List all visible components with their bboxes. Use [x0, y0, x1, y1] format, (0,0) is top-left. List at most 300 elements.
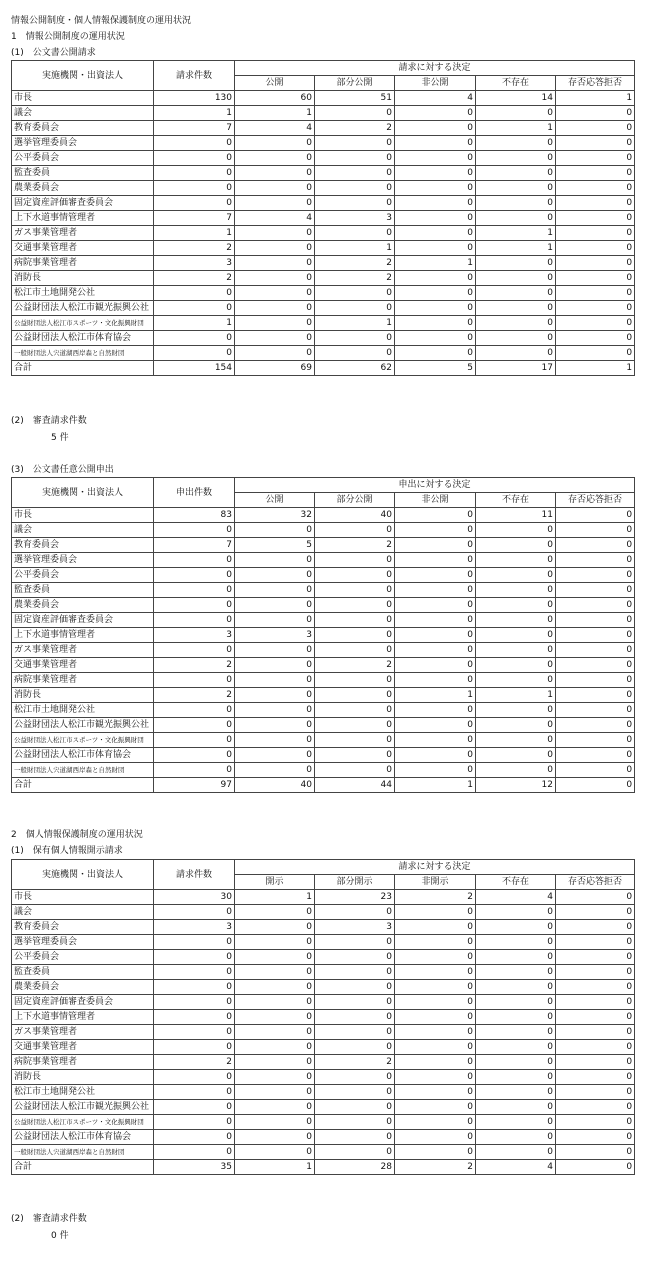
cell-value: 4	[476, 890, 556, 905]
cell-value: 0	[476, 673, 556, 688]
row-label: 合計	[12, 778, 154, 793]
cell-value: 0	[476, 136, 556, 151]
row-label: 農業委員会	[12, 181, 154, 196]
cell-value: 0	[235, 1085, 315, 1100]
cell-value: 0	[395, 583, 476, 598]
cell-value: 0	[556, 763, 635, 778]
header-col: 開示	[235, 875, 315, 890]
cell-value: 0	[556, 583, 635, 598]
header-decision-group: 請求に対する決定	[235, 61, 635, 76]
table-row	[12, 553, 635, 568]
cell-value: 0	[556, 613, 635, 628]
cell-value: 0	[154, 748, 235, 763]
header-org: 実施機関・出資法人	[12, 860, 154, 890]
cell-value: 0	[556, 1145, 635, 1160]
cell-value: 0	[395, 950, 476, 965]
table-row	[12, 241, 635, 256]
cell-value: 2	[315, 538, 395, 553]
cell-value: 0	[235, 196, 315, 211]
cell-value: 0	[235, 613, 315, 628]
cell-value: 0	[476, 1100, 556, 1115]
cell-value: 0	[556, 286, 635, 301]
cell-value: 0	[395, 241, 476, 256]
cell-value: 0	[556, 598, 635, 613]
cell-value: 0	[395, 106, 476, 121]
cell-value: 0	[476, 733, 556, 748]
row-label: 公平委員会	[12, 151, 154, 166]
cell-value: 0	[154, 346, 235, 361]
table-row	[12, 920, 635, 935]
cell-value: 0	[154, 568, 235, 583]
cell-value: 0	[395, 980, 476, 995]
cell-value: 0	[315, 598, 395, 613]
cell-value: 0	[235, 950, 315, 965]
cell-value: 0	[154, 1085, 235, 1100]
header-col: 不存在	[476, 76, 556, 91]
table-row	[12, 1100, 635, 1115]
cell-value: 1	[556, 361, 635, 376]
cell-value: 0	[235, 241, 315, 256]
cell-value: 0	[235, 733, 315, 748]
cell-value: 0	[476, 271, 556, 286]
cell-value: 0	[315, 106, 395, 121]
cell-value: 0	[235, 583, 315, 598]
cell-value: 0	[556, 226, 635, 241]
cell-value: 0	[154, 980, 235, 995]
cell-value: 0	[476, 920, 556, 935]
cell-value: 0	[315, 151, 395, 166]
cell-value: 0	[556, 538, 635, 553]
section-1-heading: 1 情報公開制度の運用状況	[11, 32, 125, 42]
row-label: 交通事業管理者	[12, 658, 154, 673]
cell-value: 0	[315, 553, 395, 568]
row-label: 松江市土地開発公社	[12, 286, 154, 301]
cell-value: 1	[235, 106, 315, 121]
cell-value: 0	[395, 286, 476, 301]
cell-value: 0	[556, 211, 635, 226]
cell-value: 3	[235, 628, 315, 643]
cell-value: 0	[556, 523, 635, 538]
cell-value: 0	[395, 181, 476, 196]
cell-value: 0	[315, 628, 395, 643]
cell-value: 0	[556, 136, 635, 151]
row-label: 公益財団法人松江市スポーツ・文化振興財団	[12, 316, 154, 331]
cell-value: 0	[315, 718, 395, 733]
cell-value: 0	[395, 271, 476, 286]
cell-value: 0	[235, 1070, 315, 1085]
disclosure-request-table	[11, 60, 635, 376]
row-label: 公益財団法人松江市観光振興公社	[12, 1100, 154, 1115]
cell-value: 62	[315, 361, 395, 376]
cell-value: 0	[476, 151, 556, 166]
cell-value: 7	[154, 211, 235, 226]
table-row	[12, 91, 635, 106]
cell-value: 0	[476, 181, 556, 196]
page-title: 情報公開制度・個人情報保護制度の運用状況	[11, 16, 192, 26]
cell-value: 0	[154, 181, 235, 196]
cell-value: 0	[315, 286, 395, 301]
cell-value: 0	[235, 331, 315, 346]
cell-value: 0	[556, 316, 635, 331]
row-label: 公益財団法人松江市体育協会	[12, 748, 154, 763]
row-label: 教育委員会	[12, 538, 154, 553]
cell-value: 0	[154, 613, 235, 628]
cell-value: 0	[154, 286, 235, 301]
voluntary-disclosure-table	[11, 477, 635, 793]
row-label: 教育委員会	[12, 121, 154, 136]
row-label: 上下水道事情管理者	[12, 1010, 154, 1025]
cell-value: 0	[395, 136, 476, 151]
cell-value: 1	[395, 778, 476, 793]
table-row	[12, 271, 635, 286]
cell-value: 0	[395, 1100, 476, 1115]
cell-value: 0	[556, 1085, 635, 1100]
cell-value: 0	[395, 553, 476, 568]
cell-value: 3	[154, 256, 235, 271]
cell-value: 0	[395, 1040, 476, 1055]
cell-value: 0	[315, 1010, 395, 1025]
cell-value: 0	[476, 718, 556, 733]
cell-value: 0	[235, 965, 315, 980]
cell-value: 0	[235, 718, 315, 733]
cell-value: 0	[235, 1025, 315, 1040]
header-col: 不存在	[476, 875, 556, 890]
table-row	[12, 196, 635, 211]
cell-value: 1	[556, 91, 635, 106]
cell-value: 0	[235, 905, 315, 920]
cell-value: 0	[395, 346, 476, 361]
cell-value: 0	[154, 1130, 235, 1145]
cell-value: 0	[154, 1010, 235, 1025]
cell-value: 0	[154, 643, 235, 658]
row-label: 選挙管理委員会	[12, 935, 154, 950]
row-label: 一般財団法人宍道湖西岸森と自然財団	[12, 346, 154, 361]
subsection-2-2-heading: (2) 審査請求件数	[11, 1214, 87, 1224]
table-row	[12, 256, 635, 271]
cell-value: 2	[315, 1055, 395, 1070]
cell-value: 0	[154, 950, 235, 965]
cell-value: 3	[315, 920, 395, 935]
cell-value: 0	[315, 995, 395, 1010]
cell-value: 0	[235, 1130, 315, 1145]
cell-value: 0	[315, 733, 395, 748]
cell-value: 0	[235, 271, 315, 286]
table-row	[12, 950, 635, 965]
cell-value: 0	[154, 1115, 235, 1130]
cell-value: 0	[476, 523, 556, 538]
cell-value: 0	[556, 1160, 635, 1175]
cell-value: 154	[154, 361, 235, 376]
cell-value: 0	[476, 196, 556, 211]
row-label: 選挙管理委員会	[12, 136, 154, 151]
row-label: 農業委員会	[12, 598, 154, 613]
cell-value: 0	[556, 643, 635, 658]
subsection-1-1-heading: (1) 公文書公開請求	[11, 48, 96, 58]
cell-value: 51	[315, 91, 395, 106]
table-row	[12, 166, 635, 181]
cell-value: 0	[395, 166, 476, 181]
cell-value: 0	[315, 568, 395, 583]
row-label: ガス事業管理者	[12, 643, 154, 658]
cell-value: 4	[395, 91, 476, 106]
cell-value: 7	[154, 538, 235, 553]
cell-value: 0	[315, 196, 395, 211]
row-label: 病院事業管理者	[12, 256, 154, 271]
cell-value: 3	[315, 211, 395, 226]
row-label: ガス事業管理者	[12, 1025, 154, 1040]
row-label: 公益財団法人松江市体育協会	[12, 1130, 154, 1145]
cell-value: 0	[154, 718, 235, 733]
cell-value: 5	[395, 361, 476, 376]
cell-value: 0	[154, 136, 235, 151]
cell-value: 0	[315, 1025, 395, 1040]
header-col: 公開	[235, 76, 315, 91]
header-col: 公開	[235, 493, 315, 508]
cell-value: 3	[154, 628, 235, 643]
row-label: 監査委員	[12, 583, 154, 598]
table-row	[12, 643, 635, 658]
cell-value: 40	[315, 508, 395, 523]
table-row	[12, 538, 635, 553]
cell-value: 28	[315, 1160, 395, 1175]
cell-value: 1	[476, 226, 556, 241]
cell-value: 0	[395, 226, 476, 241]
cell-value: 0	[154, 523, 235, 538]
table-row	[12, 106, 635, 121]
cell-value: 0	[235, 673, 315, 688]
cell-value: 23	[315, 890, 395, 905]
row-label: 議会	[12, 106, 154, 121]
cell-value: 0	[235, 346, 315, 361]
cell-value: 0	[235, 166, 315, 181]
cell-value: 0	[315, 673, 395, 688]
row-label: 議会	[12, 905, 154, 920]
total-row	[12, 361, 635, 376]
cell-value: 0	[315, 346, 395, 361]
cell-value: 0	[556, 1025, 635, 1040]
cell-value: 1	[395, 256, 476, 271]
table-row	[12, 1085, 635, 1100]
cell-value: 0	[235, 1145, 315, 1160]
table-row	[12, 980, 635, 995]
cell-value: 0	[235, 226, 315, 241]
cell-value: 0	[315, 763, 395, 778]
cell-value: 1	[154, 226, 235, 241]
row-label: 病院事業管理者	[12, 1055, 154, 1070]
cell-value: 0	[154, 151, 235, 166]
cell-value: 0	[395, 643, 476, 658]
table-row	[12, 1055, 635, 1070]
cell-value: 0	[476, 583, 556, 598]
cell-value: 32	[235, 508, 315, 523]
table-row	[12, 181, 635, 196]
total-row	[12, 1160, 635, 1175]
table-row	[12, 613, 635, 628]
cell-value: 0	[395, 763, 476, 778]
cell-value: 0	[476, 346, 556, 361]
cell-value: 0	[476, 553, 556, 568]
table-row	[12, 965, 635, 980]
cell-value: 0	[556, 1055, 635, 1070]
cell-value: 0	[235, 136, 315, 151]
row-label: 一般財団法人宍道湖西岸森と自然財団	[12, 763, 154, 778]
row-label: 松江市土地開発公社	[12, 703, 154, 718]
row-label: 固定資産評価審査委員会	[12, 995, 154, 1010]
cell-value: 1	[315, 241, 395, 256]
cell-value: 0	[476, 980, 556, 995]
cell-value: 0	[476, 1145, 556, 1160]
cell-value: 0	[476, 628, 556, 643]
header-col: 非開示	[395, 875, 476, 890]
cell-value: 0	[315, 301, 395, 316]
cell-value: 0	[154, 763, 235, 778]
cell-value: 0	[154, 673, 235, 688]
header-count: 申出件数	[154, 478, 235, 508]
row-label: 合計	[12, 1160, 154, 1175]
table-row	[12, 763, 635, 778]
cell-value: 0	[154, 995, 235, 1010]
cell-value: 0	[235, 151, 315, 166]
cell-value: 0	[235, 1115, 315, 1130]
cell-value: 0	[476, 598, 556, 613]
cell-value: 0	[395, 628, 476, 643]
table-row	[12, 733, 635, 748]
table-row	[12, 688, 635, 703]
row-label: 議会	[12, 523, 154, 538]
table-row	[12, 211, 635, 226]
cell-value: 0	[315, 331, 395, 346]
cell-value: 0	[395, 935, 476, 950]
header-col: 非公開	[395, 493, 476, 508]
cell-value: 0	[395, 1145, 476, 1160]
cell-value: 0	[235, 763, 315, 778]
row-label: 固定資産評価審査委員会	[12, 196, 154, 211]
cell-value: 0	[235, 980, 315, 995]
cell-value: 14	[476, 91, 556, 106]
row-label: 消防長	[12, 271, 154, 286]
table-row	[12, 583, 635, 598]
row-label: 公益財団法人松江市スポーツ・文化振興財団	[12, 733, 154, 748]
table-row	[12, 151, 635, 166]
cell-value: 0	[395, 965, 476, 980]
cell-value: 0	[395, 1130, 476, 1145]
header-col: 不存在	[476, 493, 556, 508]
table-row	[12, 316, 635, 331]
subsection-2-1-heading: (1) 保有個人情報開示請求	[11, 846, 123, 856]
cell-value: 0	[476, 286, 556, 301]
cell-value: 0	[476, 538, 556, 553]
cell-value: 83	[154, 508, 235, 523]
cell-value: 0	[556, 733, 635, 748]
cell-value: 3	[154, 920, 235, 935]
row-label: 消防長	[12, 1070, 154, 1085]
cell-value: 0	[476, 1040, 556, 1055]
cell-value: 0	[235, 568, 315, 583]
cell-value: 0	[154, 703, 235, 718]
header-col: 非公開	[395, 76, 476, 91]
cell-value: 0	[315, 980, 395, 995]
cell-value: 0	[556, 628, 635, 643]
cell-value: 0	[235, 1040, 315, 1055]
cell-value: 4	[476, 1160, 556, 1175]
cell-value: 2	[315, 658, 395, 673]
cell-value: 0	[315, 703, 395, 718]
cell-value: 60	[235, 91, 315, 106]
row-label: 選挙管理委員会	[12, 553, 154, 568]
table-row	[12, 890, 635, 905]
cell-value: 0	[395, 748, 476, 763]
cell-value: 97	[154, 778, 235, 793]
cell-value: 0	[154, 965, 235, 980]
row-label: ガス事業管理者	[12, 226, 154, 241]
table-row	[12, 1025, 635, 1040]
cell-value: 0	[315, 748, 395, 763]
header-decision-group: 請求に対する決定	[235, 860, 635, 875]
cell-value: 1	[476, 688, 556, 703]
subsection-1-2-heading: (2) 審査請求件数	[11, 416, 87, 426]
cell-value: 0	[476, 1025, 556, 1040]
cell-value: 0	[315, 688, 395, 703]
cell-value: 40	[235, 778, 315, 793]
cell-value: 2	[154, 688, 235, 703]
cell-value: 0	[556, 658, 635, 673]
table-row	[12, 748, 635, 763]
cell-value: 0	[556, 106, 635, 121]
cell-value: 0	[556, 950, 635, 965]
cell-value: 0	[395, 121, 476, 136]
table-row	[12, 523, 635, 538]
header-col: 部分開示	[315, 875, 395, 890]
cell-value: 0	[556, 241, 635, 256]
cell-value: 0	[395, 1070, 476, 1085]
table-row	[12, 1040, 635, 1055]
cell-value: 0	[556, 673, 635, 688]
table-row	[12, 508, 635, 523]
header-col: 存否応答拒否	[556, 493, 635, 508]
cell-value: 0	[235, 688, 315, 703]
cell-value: 2	[395, 890, 476, 905]
cell-value: 0	[235, 316, 315, 331]
cell-value: 0	[315, 1115, 395, 1130]
cell-value: 0	[556, 1010, 635, 1025]
table-row	[12, 703, 635, 718]
table-row	[12, 1010, 635, 1025]
cell-value: 0	[315, 950, 395, 965]
table-row	[12, 658, 635, 673]
cell-value: 0	[556, 1070, 635, 1085]
cell-value: 0	[556, 980, 635, 995]
cell-value: 35	[154, 1160, 235, 1175]
cell-value: 0	[315, 1145, 395, 1160]
cell-value: 4	[235, 121, 315, 136]
row-label: 公益財団法人松江市体育協会	[12, 331, 154, 346]
cell-value: 0	[556, 256, 635, 271]
row-label: 市長	[12, 508, 154, 523]
table-row	[12, 1130, 635, 1145]
appeal-count-2: 0 件	[51, 1231, 69, 1241]
cell-value: 0	[556, 1040, 635, 1055]
cell-value: 2	[154, 271, 235, 286]
table-row	[12, 346, 635, 361]
total-row	[12, 778, 635, 793]
cell-value: 0	[556, 301, 635, 316]
cell-value: 0	[315, 935, 395, 950]
cell-value: 0	[315, 136, 395, 151]
cell-value: 0	[395, 508, 476, 523]
cell-value: 2	[154, 658, 235, 673]
cell-value: 0	[395, 733, 476, 748]
cell-value: 0	[476, 106, 556, 121]
